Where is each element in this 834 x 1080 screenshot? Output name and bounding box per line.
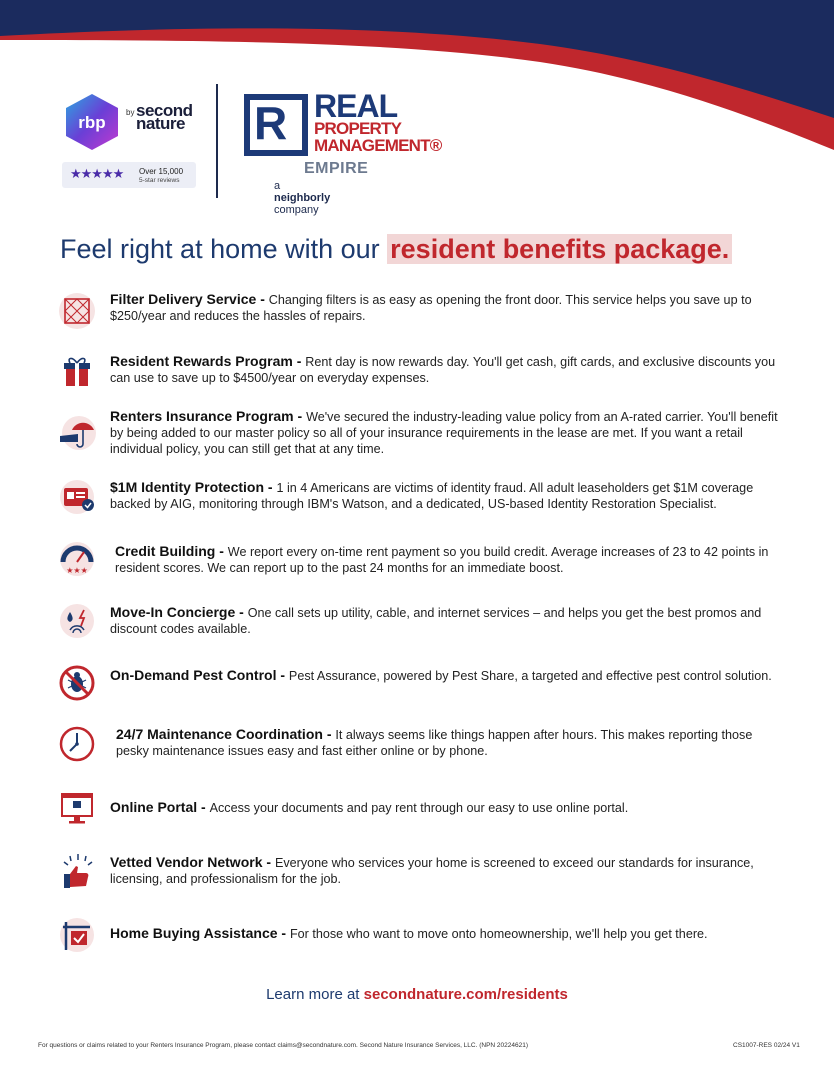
thumbs-up-icon — [58, 852, 96, 890]
logo-divider — [216, 84, 218, 198]
second-nature-logo: second nature — [136, 101, 193, 133]
utilities-icon — [58, 602, 96, 640]
gift-icon — [58, 352, 96, 390]
learn-more-line — [0, 986, 834, 1003]
credit-gauge-icon — [58, 540, 96, 578]
rbp-badge-icon — [62, 92, 122, 152]
rpm-location: EMPIRE — [304, 160, 369, 177]
benefit-resident-rewards: Resident Rewards Program - Rent day is now rewards day. You'll get cash, gift cards, and exclusive discounts you can use to save up to $4500/year on everyday expenses. — [110, 353, 776, 385]
rpm-name-real: REAL — [314, 88, 398, 124]
rpm-mark-letter: R — [254, 97, 288, 149]
reviews-count: Over 15,000 — [139, 167, 184, 176]
monitor-icon — [58, 788, 96, 826]
benefit-credit-building: Credit Building - We report every on-time rent payment so you build credit. Average increases of 23 to 42 points in resident scores. We can report up to the past 24 months for an immediate boost. — [115, 543, 769, 575]
page-headline — [60, 234, 732, 265]
clock-icon — [58, 725, 96, 763]
benefit-home-buying: Home Buying Assistance - For those who want to move onto homeownership, we'll help you get there. — [110, 925, 708, 941]
reviews-label: 5-star reviews — [139, 177, 180, 184]
benefit-identity-protection: $1M Identity Protection - 1 in 4 Americans are victims of identity fraud. All adult leaseholders get $1M coverage backed by AIG, monitoring through IBM's Watson, and a dedicated, US-based Identity Restoration Specialist. — [110, 479, 754, 511]
headline-highlight: resident benefits package. — [387, 234, 732, 264]
benefit-vendor-network: Vetted Vendor Network - Everyone who services your home is screened to exceed our standards for insurance, licensing, and professionalism for the job. — [110, 854, 754, 886]
learn-more-link[interactable]: secondnature.com/residents — [363, 986, 568, 1003]
footer-disclaimer: For questions or claims related to your Renters Insurance Program, please contact claims@secondnature.com. Second Nature Insurance Services, LLC. (NPN 20224621) — [38, 1042, 529, 1049]
rpm-tagline: a neighborly company — [274, 180, 331, 216]
benefit-renters-insurance: Renters Insurance Program - We've secured the industry-leading value policy from an A-rated carrier. You'll benefit by being added to our master policy so all of your insurance requirements in the lease are met. If you want a retail individual policy, you can still get that at any time. — [110, 408, 778, 456]
benefit-pest-control: On-Demand Pest Control - Pest Assurance, powered by Pest Share, a targeted and effective pest control solution. — [110, 667, 772, 683]
umbrella-icon — [58, 414, 96, 452]
benefit-filter-delivery: Filter Delivery Service - Changing filters is as easy as opening the front door. This service helps you save up to $250/year and reduces the hassles of repairs. — [110, 291, 752, 323]
five-stars-icon: ★★★★★ — [70, 166, 124, 181]
rpm-mark-icon — [244, 94, 308, 156]
svg-text:★★★: ★★★ — [66, 566, 88, 575]
headline-lead: Feel right at home with our — [60, 234, 388, 264]
rpm-name-management: MANAGEMENT® — [314, 136, 442, 155]
footer-code: CS1007-RES 02/24 V1 — [733, 1042, 800, 1049]
rpm-name-property: PROPERTY — [314, 119, 402, 138]
sold-sign-icon — [58, 916, 96, 954]
learn-more-lead: Learn more at — [266, 986, 364, 1003]
air-filter-icon — [58, 292, 96, 330]
id-card-icon — [58, 478, 96, 516]
benefit-online-portal: Online Portal - Access your documents and pay rent through our easy to use online portal. — [110, 799, 629, 815]
no-bug-icon — [58, 664, 96, 702]
reviews-badge — [62, 162, 196, 188]
rbp-by-label: by — [126, 108, 135, 117]
benefit-move-in-concierge: Move-In Concierge - One call sets up utility, cable, and internet services – and helps you get the best promos and discount codes available. — [110, 604, 762, 636]
rbp-badge-text: rbp — [78, 113, 106, 132]
benefit-maintenance: 24/7 Maintenance Coordination - It always seems like things happen after hours. This makes reporting those pesky maintenance issues easy and fast either online or by phone. — [116, 726, 753, 758]
